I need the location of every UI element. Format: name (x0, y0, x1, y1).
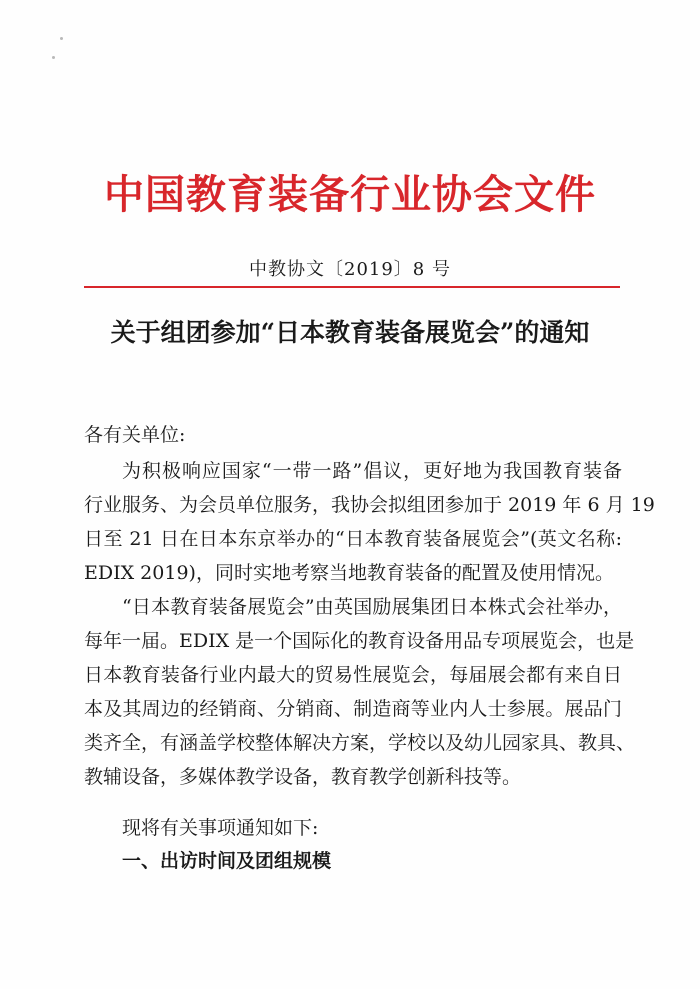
paragraph-2 (84, 590, 636, 794)
paragraph-line: EDIX 2019)，同时实地考察当地教育装备的配置及使用情况。 (84, 562, 614, 584)
org-document-title: 中国教育装备行业协会文件 (104, 171, 596, 218)
paragraph-line: 每年一届。EDIX 是一个国际化的教育设备用品专项展览会，也是 (84, 630, 635, 652)
salutation: 各有关单位: (84, 424, 186, 446)
paragraph-line: 教辅设备，多媒体教学设备，教育教学创新科技等。 (84, 766, 522, 788)
paragraph-line: 日本教育装备行业内最大的贸易性展览会，每届展会都有来自日 (84, 664, 622, 686)
red-divider-line (84, 286, 620, 288)
paragraph-line: 本及其周边的经销商、分销商、制造商等业内人士参展。展品门 (84, 698, 622, 720)
paragraph-1 (84, 454, 655, 590)
notice-title: 关于组团参加“日本教育装备展览会”的通知 (110, 318, 590, 347)
paragraph-3: 现将有关事项通知如下: (122, 817, 319, 839)
paragraph-line: 日至 21 日在日本东京举办的“日本教育装备展览会”(英文名称: (84, 528, 622, 550)
section-heading-1: 一、出访时间及团组规模 (122, 850, 332, 872)
paragraph-line: 类齐全，有涵盖学校整体解决方案，学校以及幼儿园家具、教具、 (84, 732, 636, 754)
document-number: 中教协文〔2019〕8 号 (249, 259, 451, 280)
paragraph-line: “日本教育装备展览会”由英国励展集团日本株式会社举办， (122, 596, 622, 618)
paragraph-line: 为积极响应国家“一带一路”倡议，更好地为我国教育装备 (122, 460, 622, 482)
paragraph-line: 行业服务、为会员单位服务，我协会拟组团参加于 2019 年 6 月 19 (84, 494, 655, 516)
scan-speck (60, 37, 63, 40)
scan-speck (52, 56, 55, 59)
